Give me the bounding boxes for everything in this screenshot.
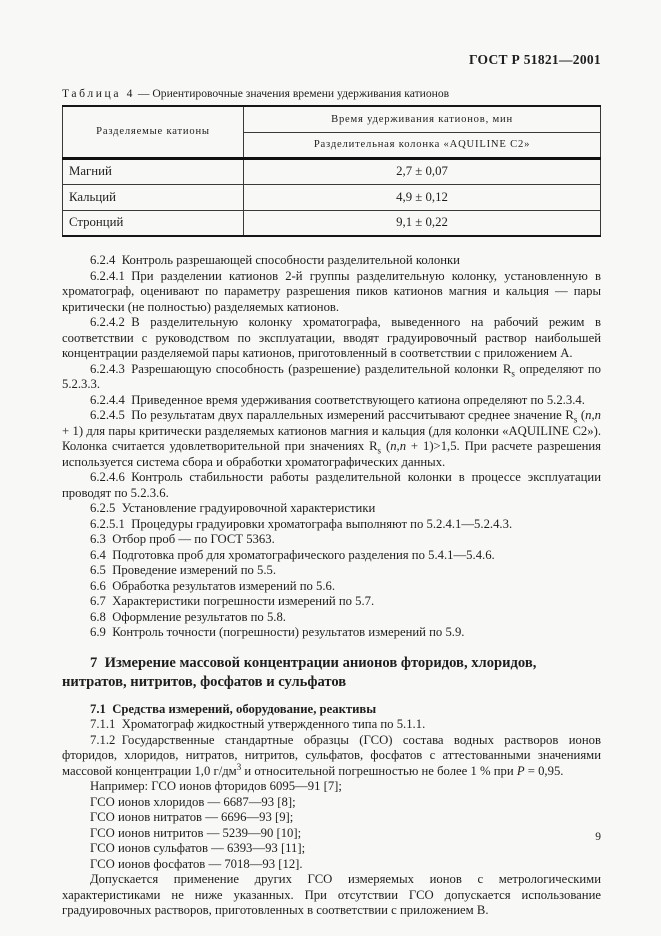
document-standard-number: ГОСТ Р 51821—2001: [468, 52, 601, 67]
body-paragraph: 7.1.1 Хроматограф жидкостный утвержденного типа по 5.1.1.: [90, 717, 426, 731]
body-paragraph: 6.2.4.1 При разделении катионов 2-й группы разделительную колонку, установленную в хроматограф, оценивают по параметру разрешения пиков катионов магния и кальция — пары критически (не полностью) разделяемых катионов.: [62, 268, 601, 314]
table-caption-label: Таблица 4: [62, 87, 135, 100]
body-paragraph: 6.2.5 Установление градуировочной характеристики: [90, 501, 376, 515]
body-paragraph: 6.4 Подготовка проб для хроматографического разделения по 5.4.1—5.4.6.: [90, 547, 495, 562]
body-paragraph: 6.7 Характеристики погрешности измерений по 5.7.: [90, 594, 375, 608]
body-paragraph: 6.2.4 Контроль разрешающей способности разделительной колонки: [90, 253, 460, 267]
retention-time-value: 9,1 ± 0,22: [244, 210, 601, 236]
body-paragraph: 6.5 Проведение измерений по 5.5.: [90, 563, 277, 577]
table-row: [63, 158, 601, 184]
body-paragraph: Например: ГСО ионов фторидов 6095—91 [7];: [90, 779, 342, 793]
column-subheader-separation-column: Разделительная колонка «AQUILINE C2»: [244, 132, 601, 158]
body-paragraph: 6.2.4.3 Разрешающую способность (разрешение) разделительной колонки $R_s$ определяют по 5.2.3.3.: [62, 361, 601, 391]
body-paragraph: 6.2.4.5 По результатам двух параллельных измерений рассчитывают среднее значение $R_s$ (n,n + 1) для пары критически разделяемых катионов магния и кальция (для колонки «AQUILINE C2»). Колонка считается удовлетворительной при значениях $R_s$ (n,n + 1)>1,5. При расчете разрешения используется система сбора и обработки хроматографических данных.: [62, 408, 602, 469]
body-paragraph: 6.2.5.1 Процедуры градуировки хроматографа выполняют по 5.2.4.1—5.2.4.3.: [90, 516, 513, 531]
body-paragraph: 7.1 Средства измерений, оборудование, реактивы: [90, 701, 377, 716]
body-paragraph: ГСО ионов сульфатов — 6393—93 [11];: [90, 841, 306, 855]
body-paragraph: ГСО ионов нитритов — 5239—90 [10];: [90, 825, 302, 840]
body-paragraph: 6.3 Отбор проб — по ГОСТ 5363.: [90, 532, 275, 546]
body-paragraph: 6.2.4.2 В разделительную колонку хроматографа, выведенного на рабочий режим в соответствии с руководством по эксплуатации, вводят градуировочный раствор наибольшей концентрации разделяемой пары катионов, приготовленный в соответствии с приложением А.: [62, 315, 601, 360]
body-paragraph: 6.8 Оформление результатов по 5.8.: [90, 609, 286, 624]
table-row: [63, 210, 601, 236]
page-number: 9: [595, 831, 601, 843]
body-paragraph: 7.1.2 Государственные стандартные образцы (ГСО) состава водных растворов ионов фторидов, хлоридов, нитратов, нитритов, сульфатов, фосфатов с аттестованными значениями массовой концентрации 1,0 $г/дм^3$ и относительной погрешностью не более 1 % при P = 0,95.: [62, 732, 601, 778]
column-header-retention-time: Время удерживания катионов, мин: [244, 106, 601, 132]
table-caption-text: — Ориентировочные значения времени удерживания катионов: [137, 87, 450, 100]
table-row: [63, 184, 601, 210]
body-paragraph: ГСО ионов нитратов — 6696—93 [9];: [90, 810, 294, 824]
section-heading: 7 Измерение массовой концентрации анионов фторидов, хлоридов, нитратов, нитритов, фосфатов и сульфатов: [62, 654, 537, 690]
column-header-cations: Разделяемые катионы: [63, 106, 244, 158]
body-paragraph: 6.2.4.6 Контроль стабильности работы разделительной колонки в процессе эксплуатации проводят по 5.2.3.6.: [62, 470, 601, 500]
cation-name: Стронций: [63, 210, 244, 236]
body-paragraph: ГСО ионов хлоридов — 6687—93 [8];: [90, 794, 296, 809]
body-paragraph: 6.9 Контроль точности (погрешности) результатов измерений по 5.9.: [90, 625, 465, 639]
table-caption: [62, 87, 601, 100]
cation-name: Магний: [63, 158, 244, 184]
body-paragraph: ГСО ионов фосфатов — 7018—93 [12].: [90, 856, 303, 871]
body-paragraph: Допускается применение других ГСО измеряемых ионов с метрологическими характеристиками не ниже указанных. При отсутствии ГСО допускается использование градуировочных растворов, приготовленных в соответствии с приложением В.: [62, 872, 601, 917]
cation-retention-table: [62, 105, 601, 237]
retention-time-value: 2,7 ± 0,07: [244, 158, 601, 184]
cation-name: Кальций: [63, 184, 244, 210]
retention-table-header: [63, 106, 601, 158]
document-body-text: [62, 253, 601, 919]
body-paragraph: 6.6 Обработка результатов измерений по 5.6.: [90, 578, 336, 593]
retention-time-value: 4,9 ± 0,12: [244, 184, 601, 210]
body-paragraph: 6.2.4.4 Приведенное время удерживания соответствующего катиона определяют по 5.2.3.4.: [90, 392, 585, 407]
